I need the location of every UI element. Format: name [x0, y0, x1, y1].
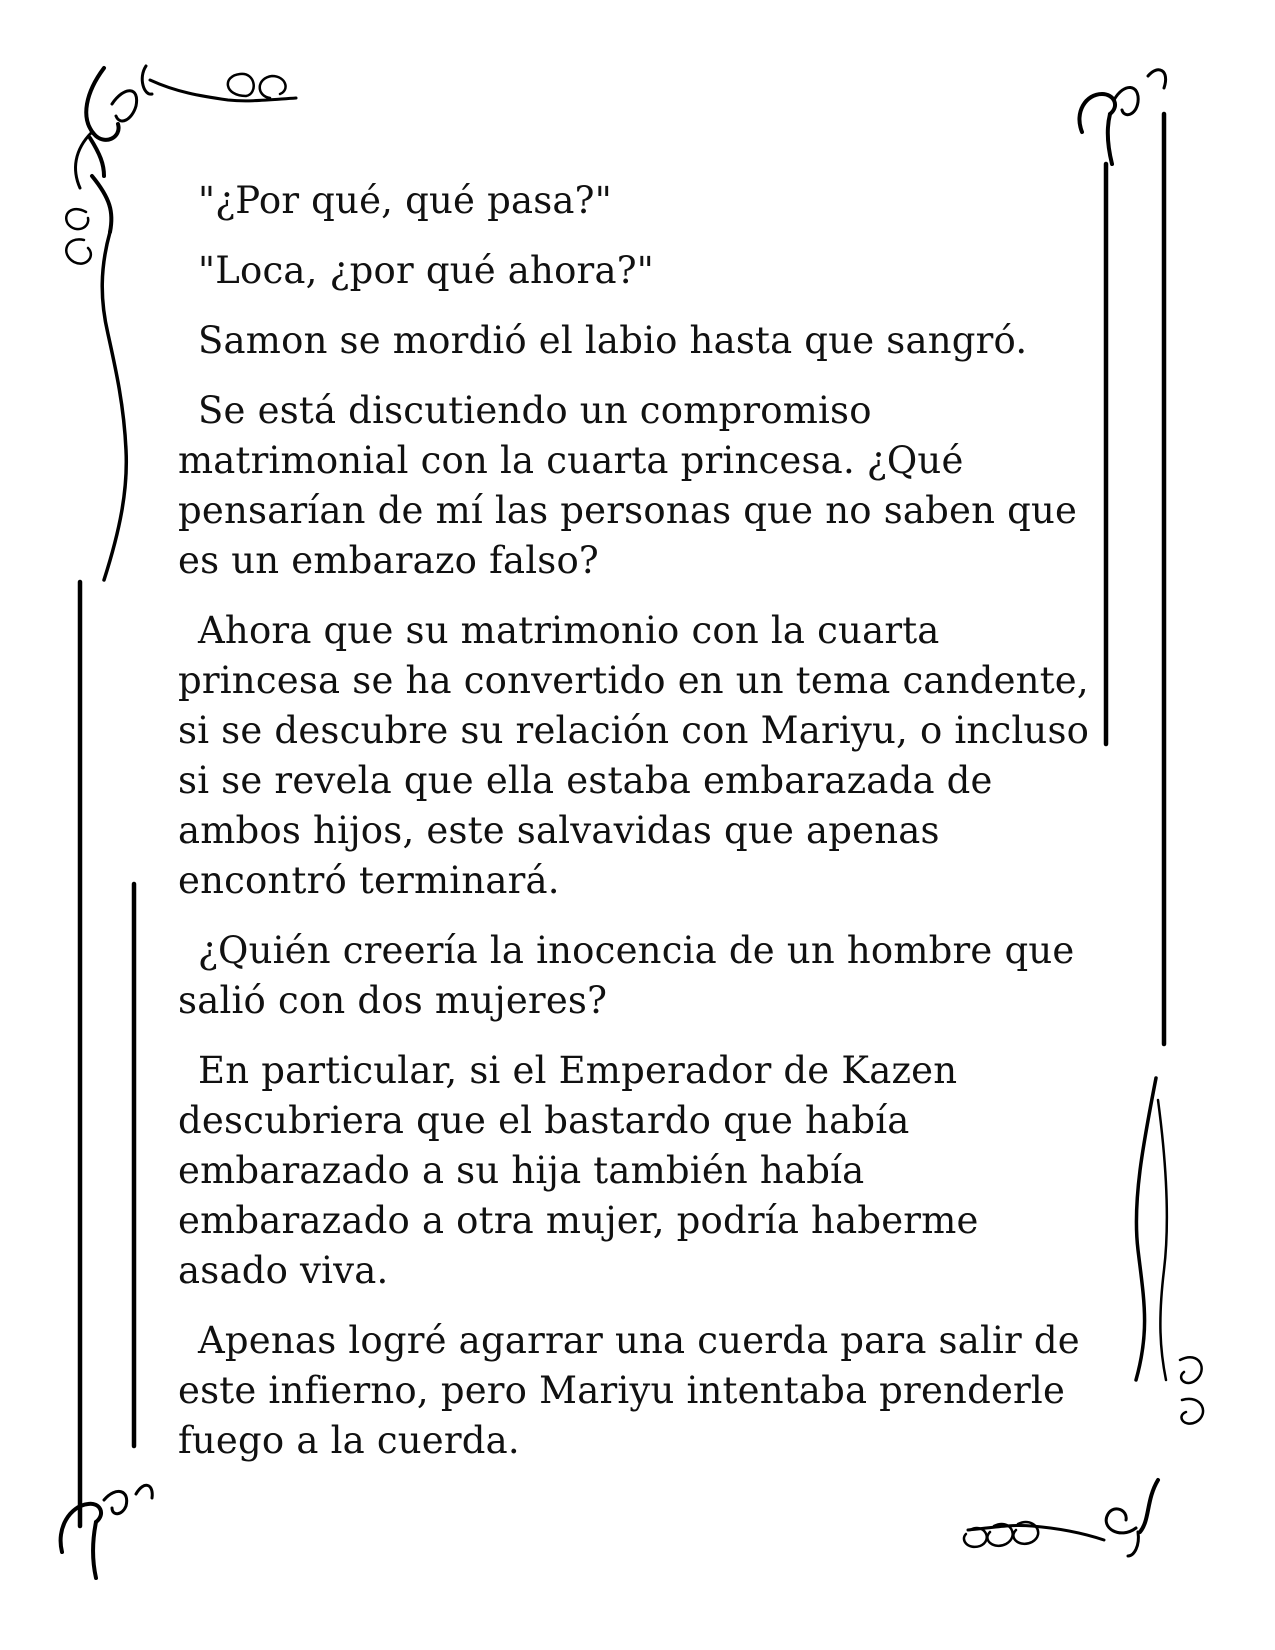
story-text	[178, 176, 1093, 1486]
paragraph: ¿Quién creería la inocencia de un hombre que salió con dos mujeres?	[178, 929, 1075, 1022]
paragraph: Se está discutiendo un compromiso matrimonial con la cuarta princesa. ¿Qué pensarían de mí las personas que no saben que es un embarazo falso?	[178, 389, 1078, 582]
paragraph: Samon se mordió el labio hasta que sangró.	[198, 319, 1028, 362]
paragraph: Ahora que su matrimonio con la cuarta princesa se ha convertido en un tema candente, si se descubre su relación con Mariyu, o incluso si se revela que ella estaba embarazada de ambos hijos, este salvavidas que apenas encontró terminará.	[178, 609, 1090, 902]
top-right-flourish-icon	[1079, 70, 1165, 164]
paragraph: En particular, si el Emperador de Kazen descubriera que el bastardo que había embarazado a su hija también había embarazado a otra mujer, podría haberme asado viva.	[178, 1049, 979, 1292]
paragraph: "Loca, ¿por qué ahora?"	[198, 249, 654, 292]
bottom-left-flourish-icon	[61, 1485, 153, 1578]
paragraph: "¿Por qué, qué pasa?"	[198, 179, 612, 222]
paragraph: Apenas logré agarrar una cuerda para salir de este infierno, pero Mariyu intentaba prenderle fuego a la cuerda.	[178, 1319, 1080, 1462]
